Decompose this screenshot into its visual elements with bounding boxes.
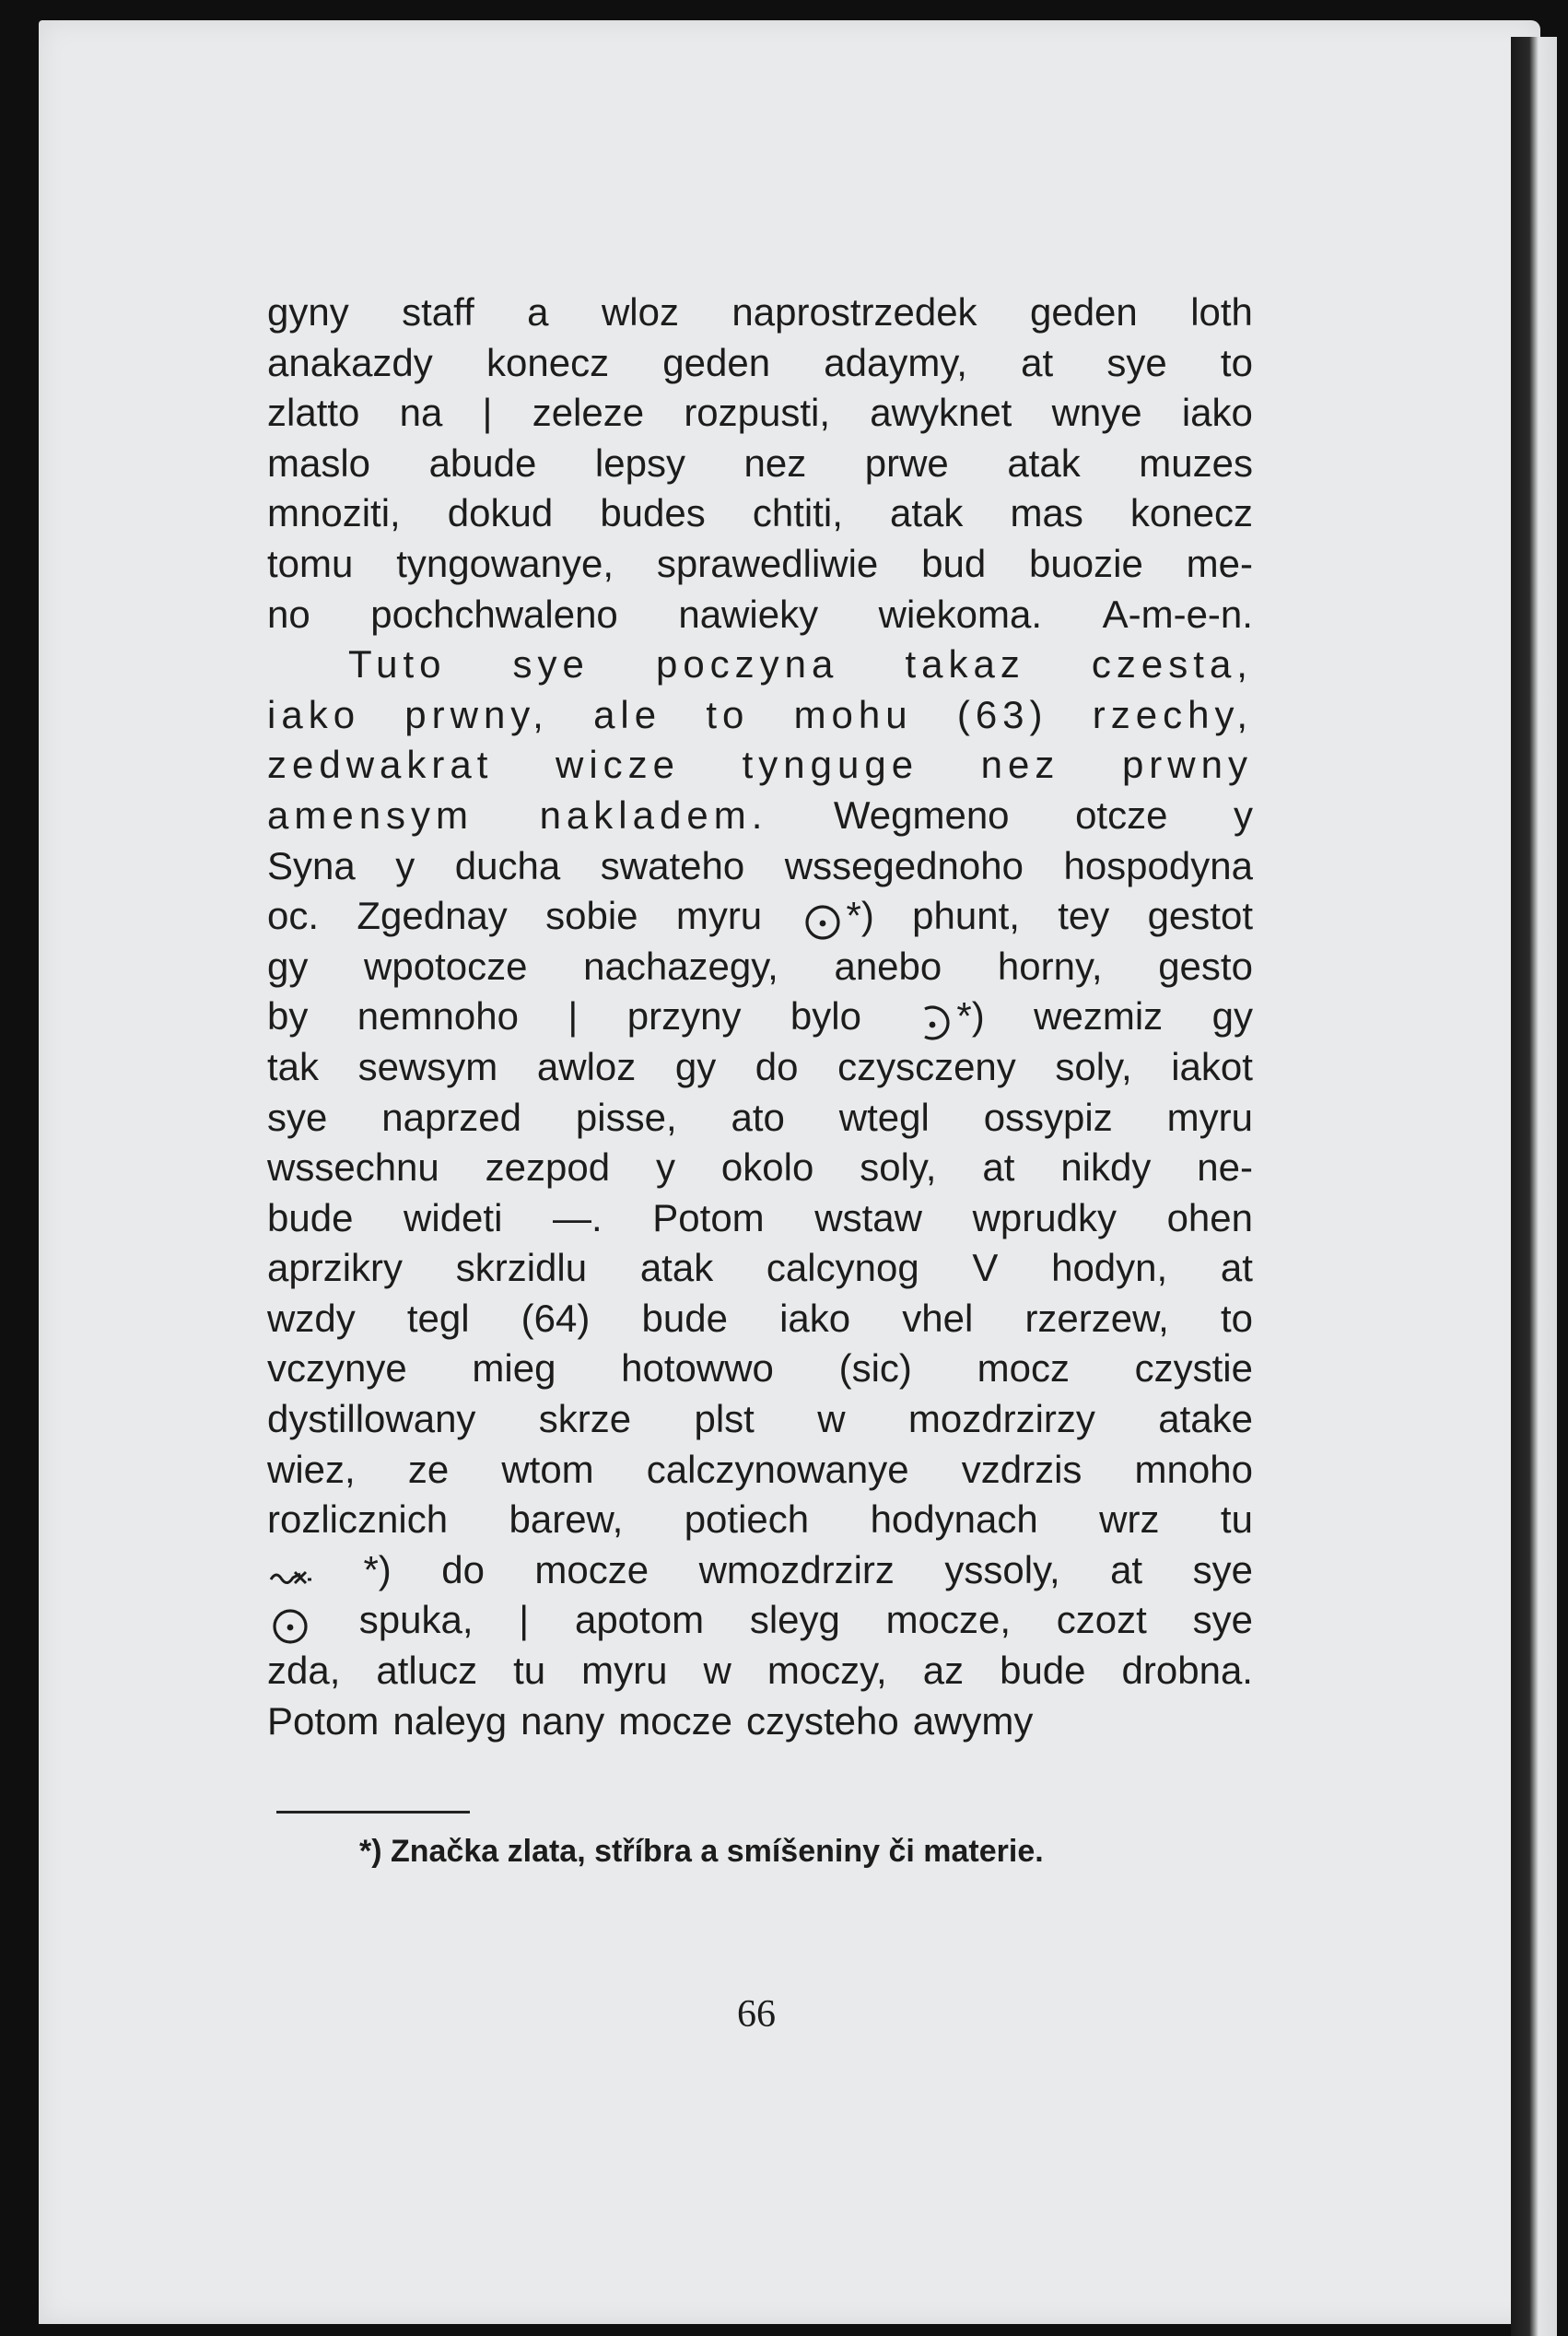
word: soly,	[860, 1145, 937, 1190]
text-line	[267, 288, 1253, 338]
word: drobna.	[1121, 1649, 1253, 1693]
word: mohu	[793, 692, 913, 736]
word: A-m-e-n.	[1102, 592, 1253, 636]
word: wicze	[556, 743, 681, 787]
text-line	[267, 1394, 1253, 1445]
word: budes	[600, 491, 706, 535]
word: ducha	[454, 843, 561, 887]
word: mocz	[977, 1346, 1070, 1391]
body-text	[267, 288, 1253, 1746]
word: maslo	[267, 440, 371, 485]
word: wmozdrzirz	[698, 1547, 895, 1591]
word: staff	[402, 290, 474, 334]
word: czozt	[1056, 1598, 1147, 1642]
word: vzdrzis	[961, 1447, 1082, 1491]
word: gy	[1211, 994, 1253, 1039]
word: wpotocze	[364, 944, 528, 988]
word: ze	[407, 1447, 450, 1491]
footnote: *) Značka zlata, stříbra a smíšeniny či materie.	[359, 1834, 1044, 1869]
word: sobie	[545, 894, 638, 938]
word: sprawedliwie	[656, 541, 879, 585]
word: spuka,	[358, 1598, 474, 1642]
word: konecz	[1129, 491, 1253, 535]
word: at	[982, 1145, 1015, 1190]
text-line	[267, 1243, 1253, 1294]
word: bude	[267, 1195, 354, 1239]
word: soly,	[1055, 1044, 1132, 1088]
word: iakot	[1171, 1044, 1253, 1088]
text-line	[267, 1294, 1253, 1344]
word: rzerzew,	[1024, 1296, 1169, 1340]
word: tu	[1220, 1497, 1253, 1542]
word: gy	[267, 944, 309, 988]
word: ohen	[1166, 1195, 1253, 1239]
word: tak	[267, 1044, 320, 1088]
word: moczy,	[766, 1649, 887, 1693]
text-line	[267, 891, 1253, 942]
word: iako	[779, 1296, 851, 1340]
word: przyny	[626, 994, 742, 1039]
word: vhel	[902, 1296, 974, 1340]
word: myru	[1166, 1095, 1253, 1139]
word: buozie	[1029, 541, 1143, 585]
page-edge	[1511, 37, 1557, 2336]
word: hotowwo	[621, 1346, 774, 1391]
word: wtegl	[838, 1095, 930, 1139]
word: no	[267, 592, 310, 636]
word: awyknet	[870, 391, 1012, 435]
word: ne-	[1197, 1145, 1253, 1190]
word: wrz	[1099, 1497, 1160, 1542]
word: at	[1110, 1547, 1143, 1591]
word: awymy	[912, 1698, 1034, 1743]
word: y	[656, 1145, 676, 1190]
word: sewsym	[357, 1044, 498, 1088]
matter-mixture-icon	[267, 1545, 313, 1596]
word: tyngowanye,	[396, 541, 614, 585]
word: Wegmeno	[833, 792, 1010, 837]
word: iako	[1181, 391, 1253, 435]
word: to	[1220, 340, 1253, 384]
word: wiez,	[267, 1447, 356, 1491]
word: geden	[662, 340, 771, 384]
word: a	[527, 290, 549, 334]
word: poczyna	[655, 642, 839, 687]
word: y	[1233, 792, 1253, 837]
word: aprzikry	[267, 1246, 404, 1290]
word: zda,	[267, 1649, 341, 1693]
word: anakazdy	[267, 340, 433, 384]
word: skrzidlu	[455, 1246, 588, 1290]
word: swateho	[600, 843, 745, 887]
word: hodynach	[870, 1497, 1038, 1542]
word: —.	[553, 1195, 603, 1239]
word: at	[1220, 1246, 1253, 1290]
word: |	[519, 1598, 530, 1642]
page-number: 66	[737, 1993, 776, 2036]
text-line	[267, 841, 1253, 892]
word: sye	[512, 642, 590, 687]
word: myru	[675, 894, 763, 938]
text-line	[267, 1646, 1253, 1696]
word: sye	[267, 1095, 328, 1139]
word: konecz	[486, 340, 610, 384]
word: iako	[267, 692, 361, 736]
word: Syna	[267, 843, 356, 887]
word: w	[703, 1649, 731, 1693]
word: naleyg	[392, 1698, 508, 1743]
word: awloz	[536, 1044, 637, 1088]
word: anebo	[834, 944, 942, 988]
word: (sic)	[838, 1346, 912, 1391]
word: |	[482, 391, 493, 435]
word: ale	[593, 692, 662, 736]
word: tey	[1058, 894, 1110, 938]
word: wtom	[501, 1447, 594, 1491]
word: bude	[641, 1296, 728, 1340]
word: atake	[1158, 1397, 1253, 1441]
word: sye	[1192, 1547, 1253, 1591]
text-line	[267, 1042, 1253, 1093]
text-line	[267, 590, 1253, 640]
word: zezpod	[485, 1145, 611, 1190]
word: w	[817, 1397, 846, 1441]
word: czesta,	[1091, 642, 1253, 687]
word: geden	[1029, 290, 1138, 334]
text-line	[267, 1545, 1253, 1596]
text-line	[267, 488, 1253, 539]
word: pochchwaleno	[370, 592, 618, 636]
word: (64)	[521, 1296, 591, 1340]
word: czysczeny	[837, 1044, 1016, 1088]
word: nikdy	[1060, 1145, 1152, 1190]
word: hospodyna	[1063, 843, 1253, 887]
gold-sun-icon	[267, 1595, 313, 1646]
text-line	[267, 1344, 1253, 1394]
word: to	[1220, 1296, 1253, 1340]
word: okolo	[720, 1145, 814, 1190]
text-line	[267, 1093, 1253, 1144]
word: sye	[1192, 1598, 1253, 1642]
word: wstaw	[814, 1195, 922, 1239]
word: na	[399, 391, 443, 435]
text-line	[267, 740, 1253, 791]
word: |	[568, 994, 579, 1039]
word: vczynye	[267, 1346, 407, 1391]
word: gestot	[1147, 894, 1253, 938]
footnote-rule	[276, 1811, 470, 1814]
word: wzdy	[267, 1296, 356, 1340]
word: V	[972, 1246, 999, 1290]
word: rozpusti,	[684, 391, 831, 435]
word: wssechnu	[267, 1145, 439, 1190]
word: atak	[639, 1246, 714, 1290]
word: yssoly,	[944, 1547, 1060, 1591]
word: mieg	[472, 1346, 556, 1391]
word: at	[1021, 340, 1054, 384]
text-line	[267, 1143, 1253, 1193]
word: tegl	[406, 1296, 470, 1340]
word: Potom	[652, 1195, 765, 1239]
word: mocze,	[885, 1598, 1012, 1642]
word: abude	[428, 440, 537, 485]
word: nany	[521, 1698, 605, 1743]
word: zedwakrat	[267, 743, 494, 787]
word: mnoho	[1134, 1447, 1253, 1491]
word: rozlicznich	[267, 1497, 449, 1542]
word: oc.	[267, 894, 320, 938]
word: phunt,	[912, 894, 1020, 938]
word: bude	[1000, 1649, 1086, 1693]
word: ato	[731, 1095, 785, 1139]
text-line	[267, 690, 1253, 741]
text-line	[267, 992, 1253, 1042]
word: atak	[889, 491, 964, 535]
word: dystillowany	[267, 1397, 476, 1441]
word: czysteho	[745, 1698, 899, 1743]
text-line	[267, 1193, 1253, 1244]
word: pisse,	[575, 1095, 677, 1139]
word: gy	[674, 1044, 717, 1088]
text-line	[267, 1445, 1253, 1496]
word: barew,	[509, 1497, 624, 1542]
word: do	[755, 1044, 799, 1088]
word: naprostrzedek	[731, 290, 977, 334]
word: az	[922, 1649, 965, 1693]
text-line	[267, 539, 1253, 590]
word: wezmiz	[1034, 994, 1164, 1039]
word: sleyg	[749, 1598, 840, 1642]
word: gyny	[267, 290, 349, 334]
word: potiech	[684, 1497, 810, 1542]
word: nez	[743, 440, 807, 485]
word: Zgednay	[357, 894, 508, 938]
word: loth	[1190, 290, 1253, 334]
word: gesto	[1158, 944, 1253, 988]
word: atlucz	[376, 1649, 478, 1693]
word: dokud	[447, 491, 554, 535]
word: me-	[1186, 541, 1253, 585]
word: zlatto	[267, 391, 360, 435]
word: calcynog	[766, 1246, 919, 1290]
word: chtiti,	[752, 491, 843, 535]
word: bylo	[790, 994, 861, 1039]
word: zeleze	[532, 391, 645, 435]
word: wiekoma.	[878, 592, 1043, 636]
word: skrze	[538, 1397, 632, 1441]
word: prwe	[864, 440, 949, 485]
word: mocze	[618, 1698, 732, 1743]
word: sye	[1106, 340, 1167, 384]
word: wloz	[601, 290, 679, 334]
word: hodyn,	[1051, 1246, 1168, 1290]
word: nakladem.	[539, 792, 768, 837]
word: mozdrzirzy	[907, 1397, 1095, 1441]
word: takaz	[905, 642, 1025, 687]
word: mocze	[534, 1547, 649, 1591]
word: adaymy,	[824, 340, 967, 384]
word: czystie	[1134, 1346, 1253, 1391]
word: prwny	[1121, 743, 1253, 787]
word: tomu	[267, 541, 354, 585]
word: nemnoho	[357, 994, 519, 1039]
word: to	[706, 692, 750, 736]
word: tu	[513, 1649, 546, 1693]
word: mnoziti,	[267, 491, 401, 535]
word: wideti	[404, 1195, 503, 1239]
word: nez	[980, 743, 1060, 787]
word: nawieky	[678, 592, 819, 636]
word: tynguge	[742, 743, 919, 787]
word: rzechy,	[1092, 692, 1253, 736]
word: wssegednoho	[784, 843, 1024, 887]
text-line	[267, 338, 1253, 389]
word: horny,	[997, 944, 1103, 988]
text-line	[267, 388, 1253, 439]
word: wnye	[1051, 391, 1142, 435]
word: mas	[1010, 491, 1083, 535]
word: Tuto	[348, 642, 447, 687]
text-line	[267, 942, 1253, 992]
text-line	[267, 439, 1253, 489]
word: myru	[581, 1649, 668, 1693]
text-line	[267, 1495, 1253, 1545]
word: y	[395, 843, 415, 887]
word: Potom	[267, 1698, 380, 1743]
word: do	[441, 1547, 485, 1591]
text-line	[267, 1595, 1253, 1646]
word: muzes	[1139, 440, 1253, 485]
text-line	[267, 791, 1253, 841]
word: apotom	[574, 1598, 705, 1642]
silver-moon-icon: *)	[910, 992, 984, 1042]
text-line	[267, 1696, 1253, 1747]
word: ossypiz	[983, 1095, 1113, 1139]
word: amensym	[267, 792, 474, 837]
word: (63)	[956, 692, 1048, 736]
word: bud	[921, 541, 987, 585]
word: plst	[694, 1397, 755, 1441]
word: atak	[1007, 440, 1081, 485]
word: naprzed	[381, 1095, 522, 1139]
word: prwny,	[404, 692, 549, 736]
text-line	[267, 640, 1253, 690]
word: calczynowanye	[646, 1447, 909, 1491]
gold-sun-icon: *)	[800, 891, 873, 942]
word: by	[267, 994, 309, 1039]
word: *)	[363, 1547, 392, 1591]
word: lepsy	[594, 440, 685, 485]
word: wprudky	[972, 1195, 1117, 1239]
word: nachazegy,	[583, 944, 778, 988]
word: otcze	[1075, 792, 1168, 837]
